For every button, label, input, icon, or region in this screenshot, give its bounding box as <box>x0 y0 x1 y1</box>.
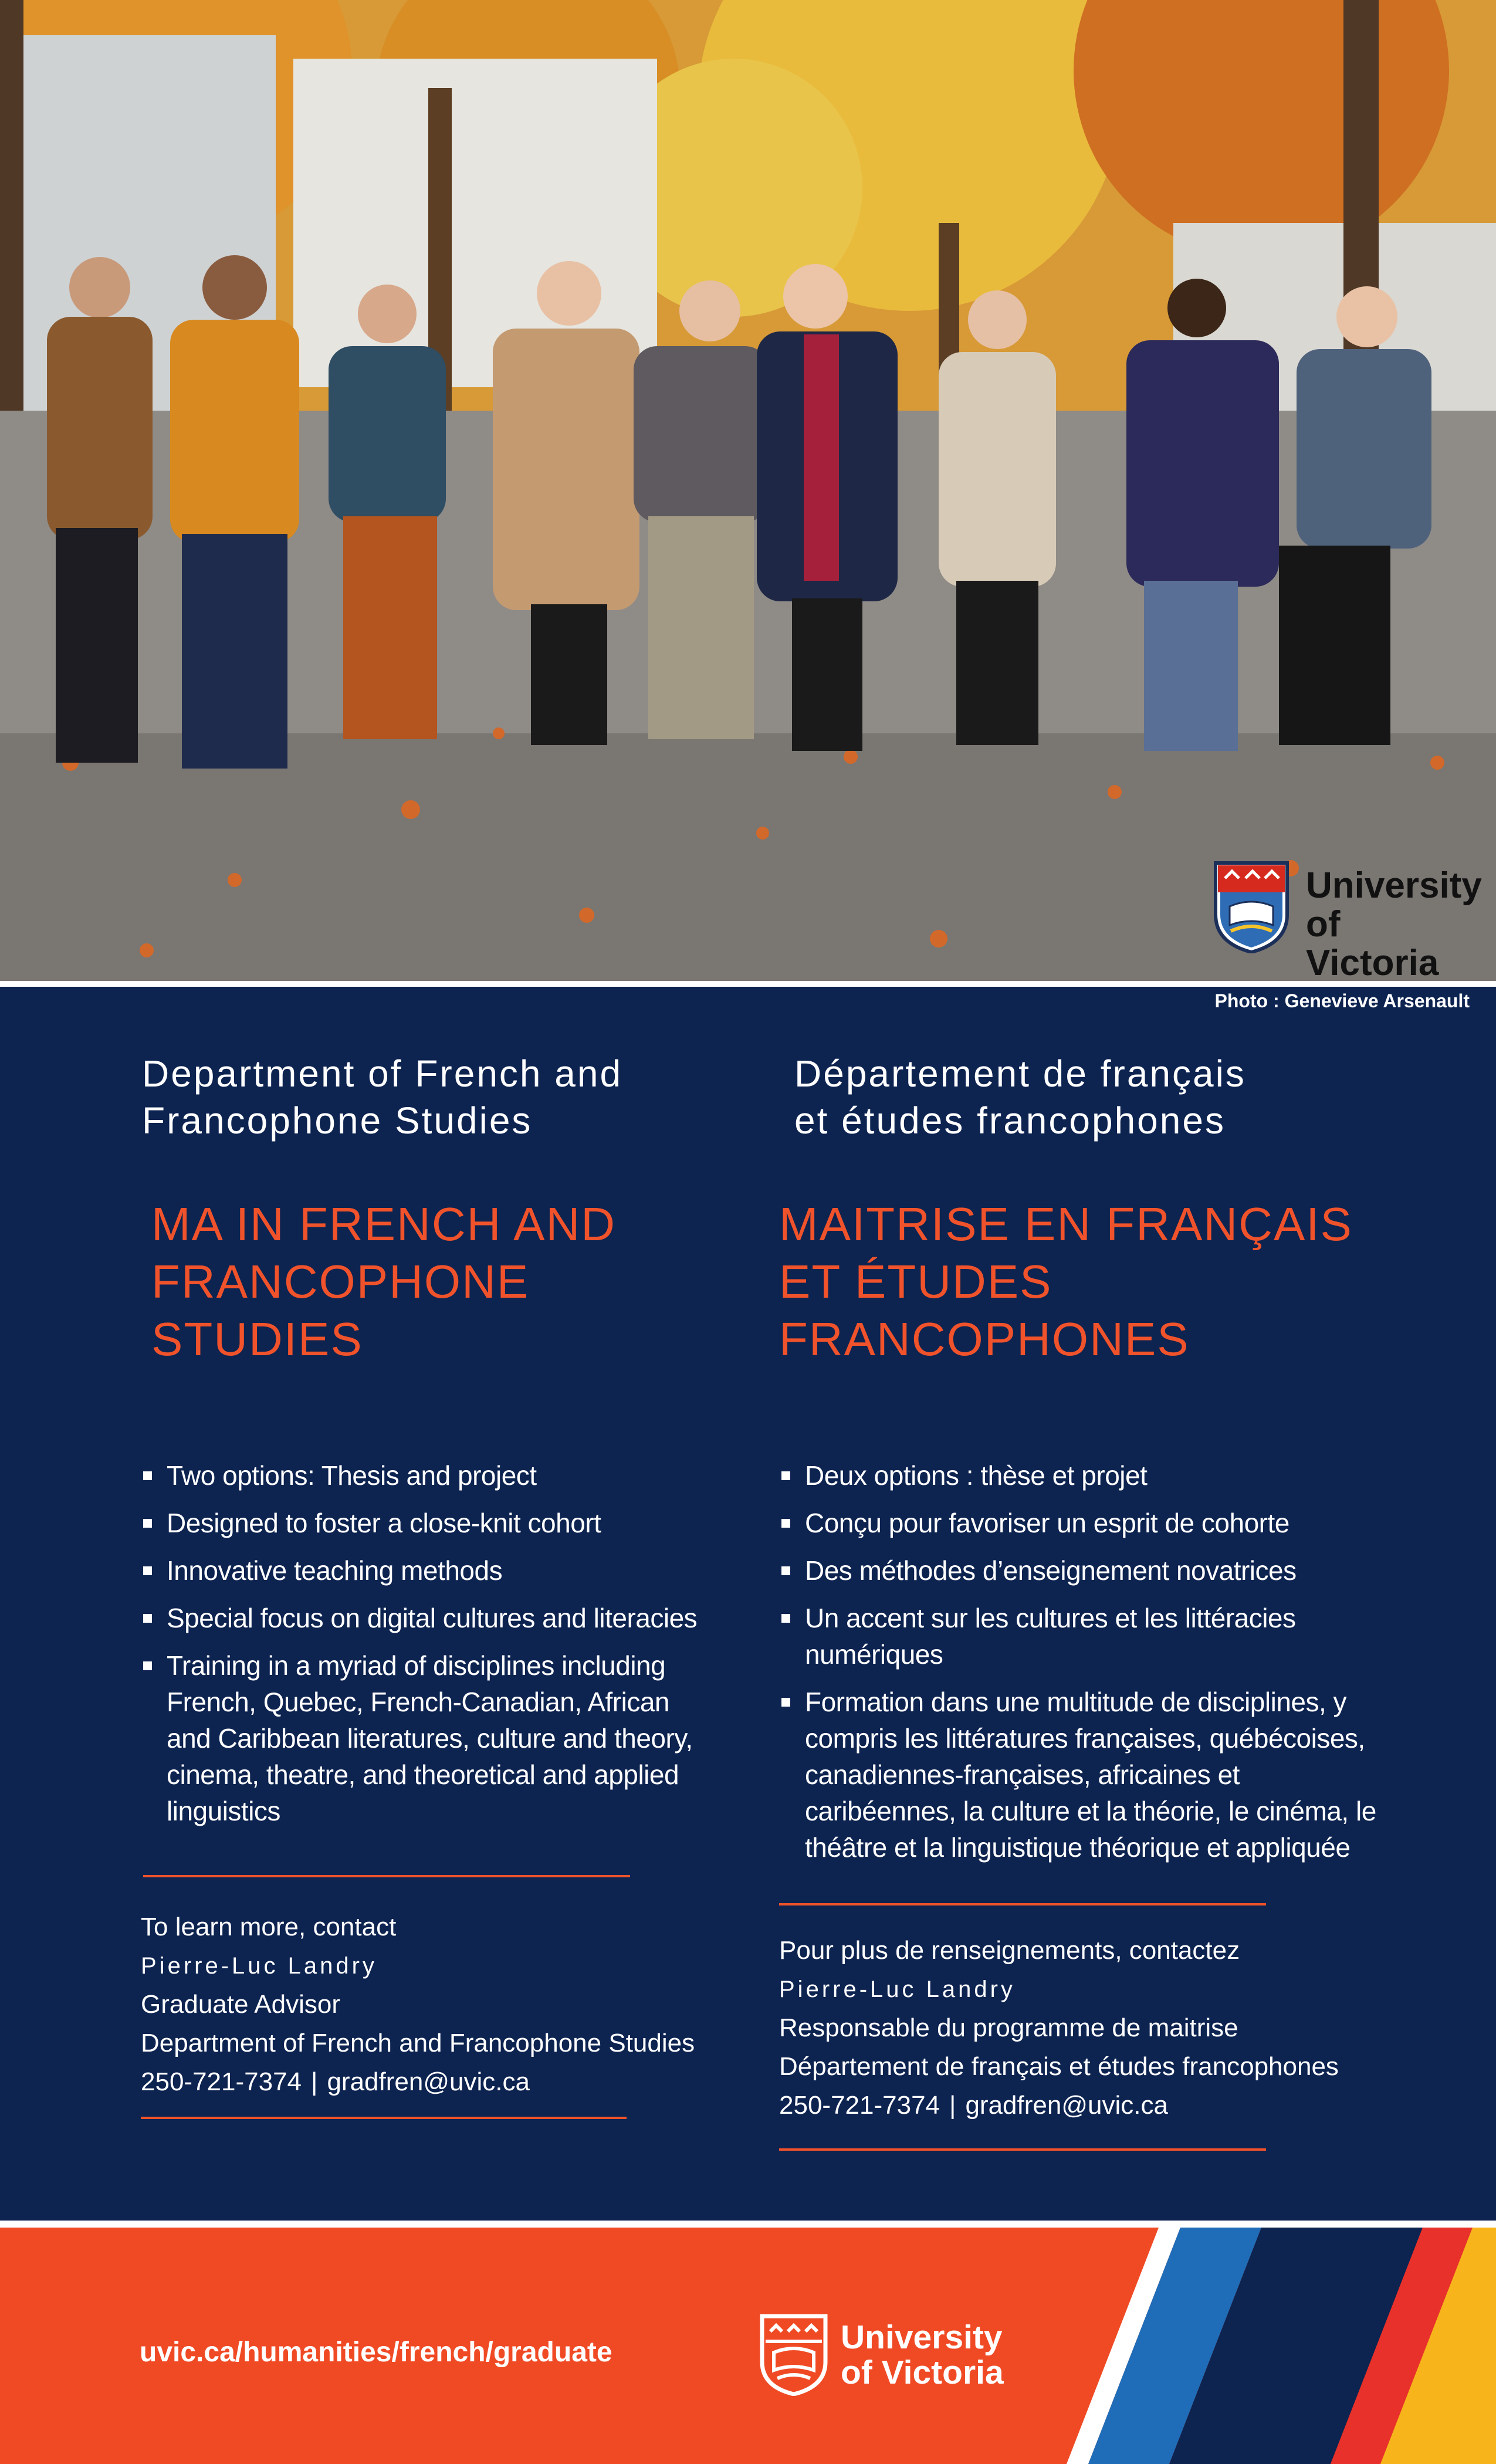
uvic-wordmark-photo <box>1306 867 1483 981</box>
uvic-shield-icon <box>760 2314 828 2396</box>
contact-name-fr: Pierre-Luc Landry <box>779 1976 1016 2002</box>
contact-email-en[interactable]: gradfren@uvic.ca <box>327 2067 530 2096</box>
contact-role-en: Graduate Advisor <box>141 1990 340 2019</box>
footer-divider <box>0 2221 1496 2228</box>
photo-divider <box>0 981 1496 987</box>
french-column <box>779 1050 1460 2151</box>
campus-group-photo <box>0 0 1496 981</box>
program-title-fr: MAITRISE EN FRANÇAIS ET ÉTUDES FRANCOPHONES <box>779 1198 1353 1365</box>
divider-bottom-en <box>141 2117 627 2119</box>
photo-illustration <box>0 0 1496 981</box>
contact-department-fr: Département de français et études francophones <box>779 2052 1339 2081</box>
footer-banner <box>0 2228 1496 2464</box>
photo-credit: Photo : Genevieve Arsenault <box>1214 990 1470 1011</box>
uvic-logo-footer <box>760 2314 1030 2396</box>
contact-department-en: Department of French and Francophone Studies <box>141 2029 695 2057</box>
department-heading-fr: Département de français et études francophones <box>794 1052 1246 1142</box>
feature-list-fr <box>779 1457 1460 1866</box>
contact-intro-fr: Pour plus de renseignements, contactez <box>779 1936 1240 1965</box>
list-item: Innovative teaching methods <box>141 1552 751 1589</box>
list-item: Un accent sur les cultures et les littéracies numériques <box>779 1600 1345 1673</box>
list-item: Two options: Thesis and project <box>141 1457 751 1494</box>
uvic-logo-photo <box>1213 859 1483 981</box>
program-url-link[interactable]: uvic.ca/humanities/french/graduate <box>140 2337 612 2368</box>
contact-name-en: Pierre-Luc Landry <box>141 1953 377 1979</box>
wordmark-line2: of Victoria <box>1306 904 1439 981</box>
contact-email-fr[interactable]: gradfren@uvic.ca <box>965 2091 1168 2120</box>
contact-block-en <box>141 1908 751 2101</box>
contact-separator: | <box>311 2067 318 2096</box>
list-item: Formation dans une multitude de disciplines, y compris les littératures françaises, québécoises, canadiennes-françaises, africaines et caribéennes, la culture et la théorie, le cinéma, le théâtre et la linguistique théorique et appliquée <box>779 1684 1392 1866</box>
list-item: Designed to foster a close-knit cohort <box>141 1505 751 1541</box>
divider-top-fr <box>779 1903 1266 1905</box>
divider-top-en <box>143 1875 630 1877</box>
wordmark-line1: University <box>841 2319 1003 2356</box>
uvic-wordmark-footer <box>841 2320 1004 2390</box>
department-heading-en: Department of French and Francophone Studies <box>142 1052 623 1142</box>
wordmark-line2: of Victoria <box>841 2354 1004 2391</box>
list-item: Training in a myriad of disciplines including French, Quebec, French-Canadian, African and Caribbean literatures, culture and theory, cinema, theatre, and theoretical and applied linguistics <box>141 1647 695 1829</box>
contact-block-fr <box>779 1931 1460 2125</box>
english-column <box>141 1050 751 2119</box>
list-item: Des méthodes d’enseignement novatrices <box>779 1552 1460 1589</box>
list-item: Special focus on digital cultures and literacies <box>141 1600 751 1636</box>
list-item: Conçu pour favoriser un esprit de cohorte <box>779 1505 1460 1541</box>
divider-bottom-fr <box>779 2148 1266 2151</box>
wordmark-line1: University <box>1306 865 1482 906</box>
contact-role-fr: Responsable du programme de maitrise <box>779 2013 1238 2042</box>
contact-phone-fr[interactable]: 250-721-7374 <box>779 2091 940 2120</box>
program-title-en: MA IN FRENCH AND FRANCOPHONE STUDIES <box>151 1198 617 1365</box>
feature-list-en <box>141 1457 751 1829</box>
contact-line-fr <box>779 2086 1460 2125</box>
contact-phone-en[interactable]: 250-721-7374 <box>141 2067 302 2096</box>
uvic-shield-icon <box>1213 861 1289 953</box>
contact-separator: | <box>949 2091 956 2120</box>
contact-line-en <box>141 2063 751 2101</box>
list-item: Deux options : thèse et projet <box>779 1457 1460 1494</box>
contact-intro-en: To learn more, contact <box>141 1913 397 1941</box>
